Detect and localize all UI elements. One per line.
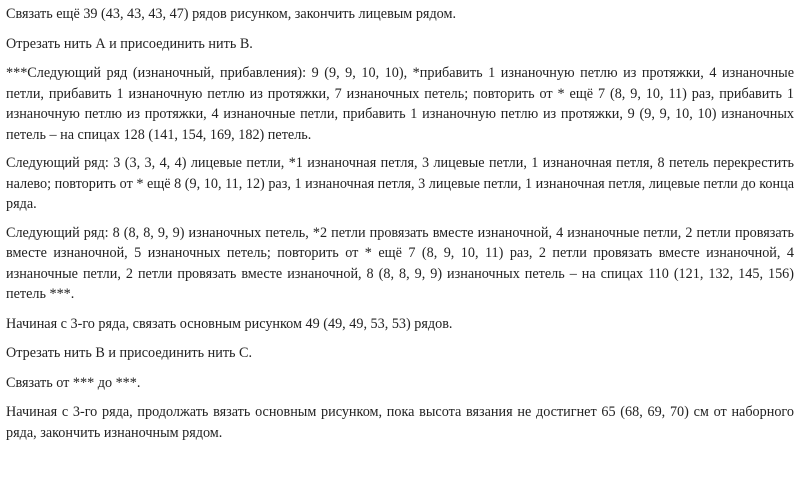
- paragraph: Начиная с 3-го ряда, связать основным рисунком 49 (49, 49, 53, 53) рядов.: [6, 315, 453, 332]
- paragraph: Следующий ряд: 8 (8, 8, 9, 9) изнаночных петель, *2 петли провязать вместе изнаночной, 4 изнаночные петли, 2 петли провязать вместе изнаночной, 5 изнаночных петель; повторить от * ещё 7 (8, 9, 10, 11) раз, 2 петли провязать вместе изнаночной, 4 изнаночные петли, 2 петли провязать вместе изнаночной, 8 (8, 8, 9, 9) изнаночных петель – на спицах 110 (121, 132, 145, 156) петель ***.: [6, 224, 794, 302]
- paragraph: Связать ещё 39 (43, 43, 43, 47) рядов рисунком, закончить лицевым рядом.: [6, 6, 457, 22]
- paragraph: ***Следующий ряд (изнаночный, прибавления): 9 (9, 9, 10, 10), *прибавить 1 изнаночную петлю из протяжки, 4 изнаночные петли, прибавить 1 изнаночную петлю из протяжки, 7 изнаночных петель; повторить от * ещё 7 (8, 9, 10, 11) раз, прибавить 1 изнаночную петлю из протяжки, 4 изнаночные петли, прибавить 1 изнаночную петлю из протяжки, 9 (9, 9, 10, 10) изнаночных петель – на спицах 128 (141, 154, 169, 182) петель.: [6, 65, 794, 143]
- paragraph: Отрезать нить А и присоединить нить В.: [6, 35, 253, 52]
- paragraph: Начиная с 3-го ряда, продолжать вязать основным рисунком, пока высота вязания не достигнет 65 (68, 69, 70) см от наборного ряда, закончить изнаночным рядом.: [6, 404, 794, 441]
- paragraph: Отрезать нить В и присоединить нить С.: [6, 345, 253, 361]
- paragraph: Связать от *** до ***.: [6, 374, 141, 391]
- paragraph: Следующий ряд: 3 (3, 3, 4, 4) лицевые петли, *1 изнаночная петля, 3 лицевые петли, 1 изнаночная петля, 8 петель перекрестить налево; повторить от * ещё 8 (9, 10, 11, 12) раз, 1 изнаночная петля, 3 лицевые петли, 1 изнаночная петля, лицевые петли до конца ряда.: [6, 155, 794, 212]
- knitting-instructions: [0, 4, 800, 443]
